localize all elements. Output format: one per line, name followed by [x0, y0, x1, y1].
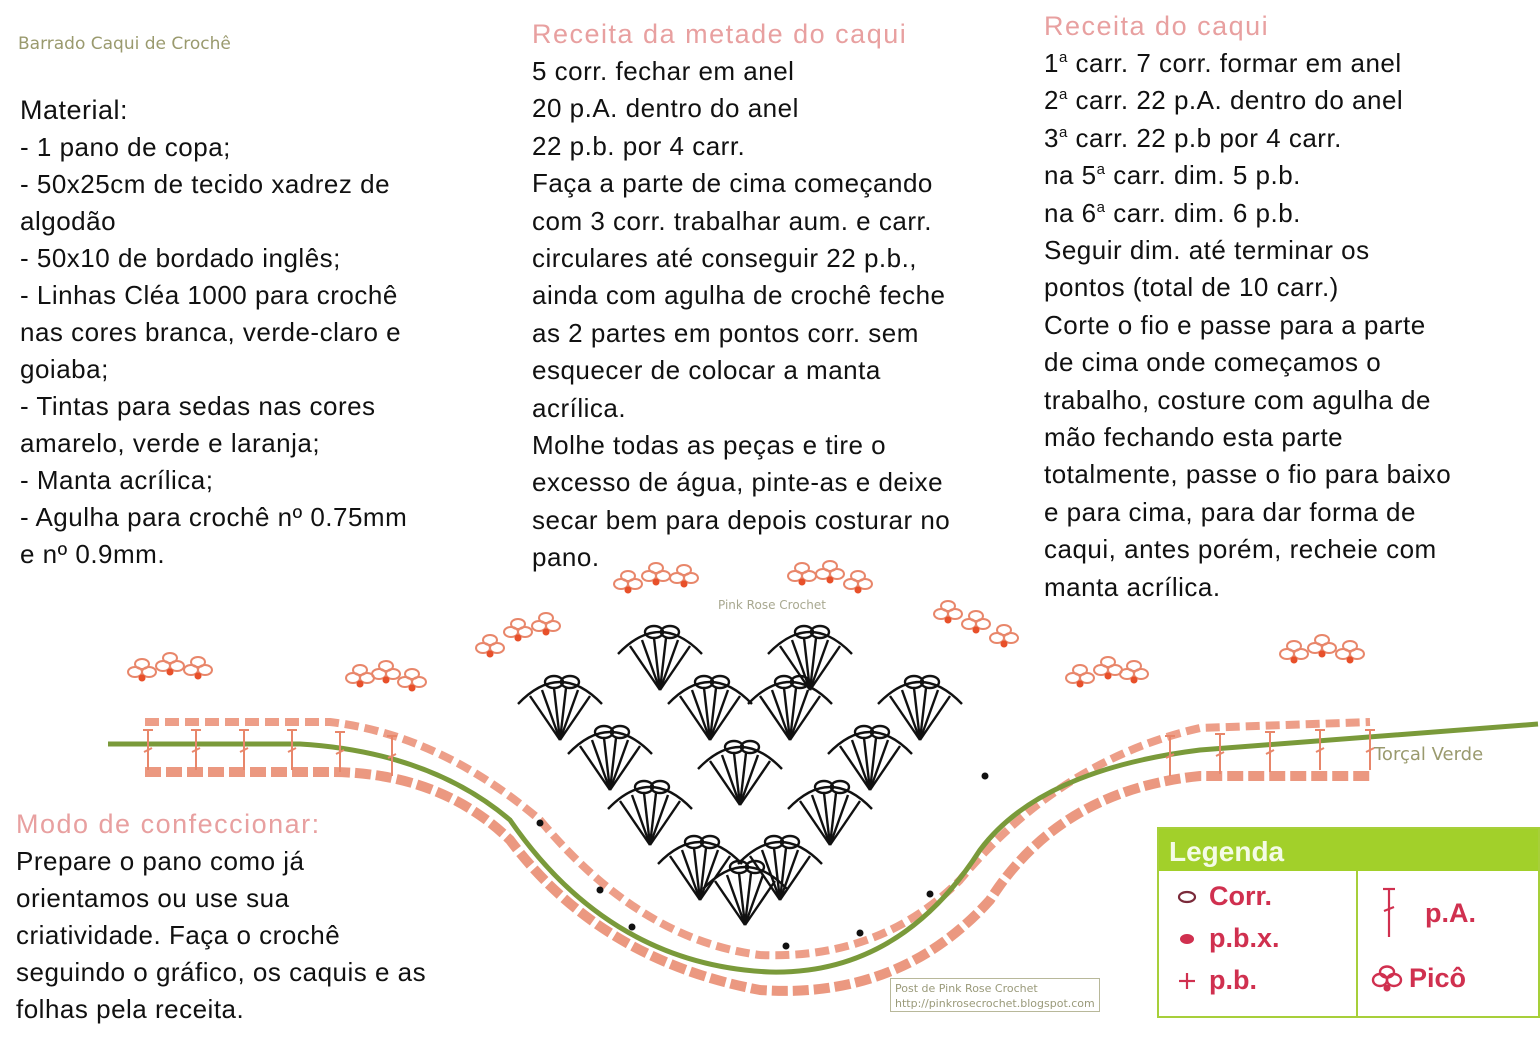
full-recipe-line: trabalho, costure com agulha de: [1044, 384, 1431, 415]
full-recipe-section: [1044, 8, 1451, 606]
full-recipe-title: Receita do caqui: [1044, 11, 1270, 41]
legend-title: Legenda: [1159, 829, 1538, 871]
legend-label: p.b.x.: [1209, 923, 1280, 953]
full-recipe-line: Seguir dim. até terminar os: [1044, 235, 1370, 266]
materials-line: - Tintas para sedas nas cores: [20, 391, 376, 421]
method-line: Prepare o pano como já: [16, 846, 305, 876]
cord-label: Torçal Verde: [1374, 744, 1484, 765]
full-recipe-row: na 5$^a$ carr. dim. 5 p.b.: [1044, 160, 1301, 191]
legend-item-corr: [1165, 881, 1272, 912]
materials-line: e nº 0.9mm.: [20, 539, 166, 569]
full-recipe-line: Corte o fio e passe para a parte: [1044, 309, 1426, 340]
watermark-text: Pink Rose Crochet: [718, 598, 826, 612]
half-recipe-line: ainda com agulha de crochê feche: [532, 280, 946, 311]
legend-divider: [1356, 871, 1358, 1016]
double-crochet-icon: [1367, 885, 1411, 941]
full-recipe-line: de cima onde começamos o: [1044, 347, 1382, 378]
legend-item-pb: [1165, 965, 1257, 996]
half-recipe-line: Molhe todas as peças e tire o: [532, 430, 887, 461]
site-title: Barrado Caqui de Crochê: [18, 34, 231, 54]
half-recipe-line: as 2 partes em pontos corr. sem: [532, 317, 919, 348]
method-line: seguindo o gráfico, os caquis e as: [16, 957, 427, 987]
method-line: orientamos ou use sua: [16, 883, 290, 913]
half-recipe-line: circulares até conseguir 22 p.b.,: [532, 243, 918, 274]
full-recipe-line: e para cima, para dar forma de: [1044, 496, 1416, 527]
materials-line: - Agulha para crochê nº 0.75mm: [20, 502, 408, 532]
full-recipe-line: manta acrílica.: [1044, 571, 1221, 602]
materials-line: - 50x10 de bordado inglês;: [20, 243, 341, 273]
legend-box: [1157, 827, 1540, 1018]
method-line: folhas pela receita.: [16, 994, 245, 1024]
single-crochet-plus-icon: [1165, 970, 1209, 992]
full-recipe-row: na 6$^a$ carr. dim. 6 p.b.: [1044, 197, 1301, 228]
materials-line: - Manta acrílica;: [20, 465, 214, 495]
half-recipe-line: Faça a parte de cima começando: [532, 168, 933, 199]
half-recipe-line: 20 p.A. dentro do anel: [532, 93, 799, 124]
materials-line: algodão: [20, 206, 117, 236]
legend-item-pico: [1365, 963, 1466, 994]
materials-line: goiaba;: [20, 354, 109, 384]
materials-line: - 50x25cm de tecido xadrez de: [20, 169, 391, 199]
half-recipe-line: pano.: [532, 542, 600, 573]
chain-oval-icon: [1165, 890, 1209, 904]
full-recipe-line: caqui, antes porém, recheie com: [1044, 534, 1437, 565]
method-title: Modo de confeccionar:: [16, 809, 321, 839]
legend-label: p.A.: [1425, 897, 1476, 928]
method-section: [16, 806, 426, 1028]
materials-section: [20, 92, 407, 573]
materials-line: nas cores branca, verde-claro e: [20, 317, 402, 347]
credit-box: [890, 978, 1100, 1012]
half-recipe-line: 22 p.b. por 4 carr.: [532, 130, 746, 161]
credit-line: Post de Pink Rose Crochet: [895, 982, 1038, 995]
half-recipe-title: Receita da metade do caqui: [532, 19, 908, 49]
half-recipe-section: [532, 16, 950, 577]
full-recipe-line: mão fechando esta parte: [1044, 422, 1344, 453]
materials-title: Material:: [20, 95, 129, 125]
full-recipe-line: totalmente, passe o fio para baixo: [1044, 459, 1452, 490]
half-recipe-line: secar bem para depois costurar no: [532, 504, 951, 535]
full-recipe-row: 2$^a$ carr. 22 p.A. dentro do anel: [1044, 85, 1404, 116]
credit-url: http://pinkrosecrochet.blogspot.com: [895, 997, 1095, 1010]
half-recipe-line: esquecer de colocar a manta: [532, 355, 881, 386]
legend-item-pbx: [1165, 923, 1280, 954]
full-recipe-row: 1$^a$ carr. 7 corr. formar em anel: [1044, 48, 1402, 78]
legend-label: Picô: [1409, 963, 1467, 993]
method-line: criatividade. Faça o crochê: [16, 920, 341, 950]
legend-label: p.b.: [1209, 965, 1257, 995]
slip-stitch-dot-icon: [1165, 932, 1209, 946]
materials-line: - 1 pano de copa;: [20, 132, 231, 162]
materials-line: amarelo, verde e laranja;: [20, 428, 321, 458]
full-recipe-row: 3$^a$ carr. 22 p.b por 4 carr.: [1044, 122, 1342, 153]
picot-icon: [1365, 964, 1409, 994]
legend-item-pa: [1367, 885, 1476, 941]
materials-line: - Linhas Cléa 1000 para crochê: [20, 280, 398, 310]
legend-label: Corr.: [1209, 881, 1273, 911]
full-recipe-line: pontos (total de 10 carr.): [1044, 272, 1339, 303]
half-recipe-line: com 3 corr. trabalhar aum. e carr.: [532, 205, 932, 236]
half-recipe-line: 5 corr. fechar em anel: [532, 56, 795, 86]
half-recipe-line: acrílica.: [532, 392, 627, 423]
half-recipe-line: excesso de água, pinte-as e deixe: [532, 467, 944, 498]
